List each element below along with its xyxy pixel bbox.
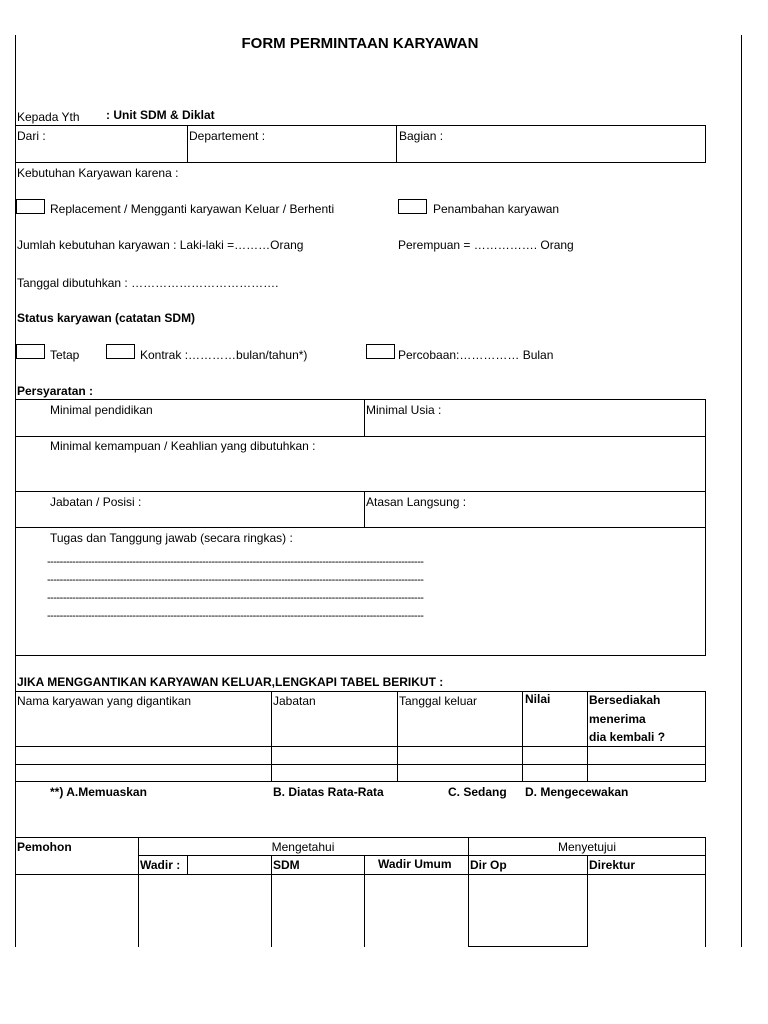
menyetujui-label: Menyetujui <box>557 840 617 854</box>
tugas-dash-line-2: ----------------------------------------------------------------------------------------------------------------------- <box>47 574 424 586</box>
approval-mid-line <box>138 855 706 856</box>
kontrak-checkbox[interactable] <box>106 344 135 359</box>
atasan-field[interactable]: Atasan Langsung : <box>366 495 467 509</box>
persyaratan-row-line-1 <box>15 436 706 437</box>
form-title: FORM PERMINTAAN KARYAWAN <box>241 35 479 52</box>
penambahan-label: Penambahan karyawan <box>433 202 560 216</box>
direktur-label: Direktur <box>589 858 636 872</box>
pendidikan-field[interactable]: Minimal pendidikan <box>50 403 153 417</box>
col-jabatan: Jabatan <box>273 694 316 708</box>
wadir-label: Wadir : <box>140 858 181 872</box>
col-tanggal: Tanggal keluar <box>399 694 478 708</box>
persyaratan-col-line-2 <box>364 491 365 527</box>
jabatan-field[interactable]: Jabatan / Posisi : <box>50 495 142 509</box>
pengganti-col-line-1 <box>271 691 272 782</box>
tugas-dash-line-4: ----------------------------------------------------------------------------------------------------------------------- <box>47 610 424 622</box>
bagian-field[interactable]: Bagian : <box>399 129 444 143</box>
tanggal-dibutuhkan[interactable]: Tanggal dibutuhkan : ………………………………. <box>17 276 279 290</box>
col-bersedia-1: Bersediakah <box>589 693 661 707</box>
nilai-a: **) A.Memuaskan <box>50 785 147 799</box>
approval-top-line <box>15 837 706 838</box>
jumlah-perempuan[interactable]: Perempuan = ……………. Orang <box>398 238 574 252</box>
tetap-checkbox[interactable] <box>16 344 45 359</box>
percobaan-label: Percobaan:…………… Bulan <box>398 348 554 362</box>
tugas-dash-line-3: ----------------------------------------------------------------------------------------------------------------------- <box>47 592 424 604</box>
approval-col-wadir <box>187 855 188 874</box>
tetap-label: Tetap <box>50 348 80 362</box>
kepada-label: Kepada Yth <box>17 110 80 124</box>
col-bersedia-3: dia kembali ? <box>589 730 666 744</box>
pengganti-col-line-4 <box>587 691 588 782</box>
col-nilai: Nilai <box>525 692 551 706</box>
header-divider-2 <box>396 125 397 163</box>
persyaratan-row-line-3 <box>15 527 706 528</box>
page-right-border <box>741 35 742 947</box>
pemohon-label: Pemohon <box>17 840 72 854</box>
jumlah-laki[interactable]: Jumlah kebutuhan karyawan : Laki-laki =………Orang <box>17 238 304 252</box>
nilai-c: C. Sedang <box>448 785 507 799</box>
status-label: Status karyawan (catatan SDM) <box>17 311 196 325</box>
percobaan-checkbox[interactable] <box>366 344 395 359</box>
pengganti-col-line-3 <box>522 691 523 782</box>
approval-col-3 <box>364 855 365 947</box>
wadir-umum-label: Wadir Umum <box>378 857 452 871</box>
tugas-field[interactable]: Tugas dan Tanggung jawab (secara ringkas) : <box>50 531 293 545</box>
col-bersedia-2: menerima <box>589 712 646 726</box>
penambahan-checkbox[interactable] <box>398 199 427 214</box>
col-nama: Nama karyawan yang digantikan <box>17 694 192 708</box>
usia-field[interactable]: Minimal Usia : <box>366 403 442 417</box>
header-divider-1 <box>187 125 188 163</box>
persyaratan-col-line-1 <box>364 399 365 436</box>
persyaratan-label: Persyaratan : <box>17 384 94 398</box>
approval-col-2 <box>271 855 272 947</box>
pengganti-row-line-2 <box>15 764 706 765</box>
pengganti-row-line-1 <box>15 746 706 747</box>
pengganti-col-line-2 <box>397 691 398 782</box>
approval-col-5 <box>587 855 588 947</box>
kontrak-label: Kontrak :…………bulan/tahun*) <box>140 348 308 362</box>
kemampuan-field[interactable]: Minimal kemampuan / Keahlian yang dibutuhkan : <box>50 439 316 453</box>
nilai-b: B. Diatas Rata-Rata <box>273 785 384 799</box>
sdm-label: SDM <box>273 858 300 872</box>
approval-header-bottom-line <box>15 874 706 875</box>
kebutuhan-label: Kebutuhan Karyawan karena : <box>17 166 179 180</box>
kepada-value: : Unit SDM & Diklat <box>106 108 215 122</box>
pengganti-heading: JIKA MENGGANTIKAN KARYAWAN KELUAR,LENGKAPI TABEL BERIKUT : <box>17 675 444 689</box>
dir-op-label: Dir Op <box>470 858 507 872</box>
mengetahui-label: Mengetahui <box>271 840 335 854</box>
header-row-box <box>15 125 706 163</box>
replacement-checkbox[interactable] <box>16 199 45 214</box>
replacement-label: Replacement / Mengganti karyawan Keluar / Berhenti <box>50 202 335 216</box>
approval-dirop-bottom <box>468 946 588 947</box>
tugas-dash-line-1: ----------------------------------------------------------------------------------------------------------------------- <box>47 556 424 568</box>
departement-field[interactable]: Departement : <box>189 129 266 143</box>
nilai-d: D. Mengecewakan <box>525 785 629 799</box>
persyaratan-row-line-2 <box>15 491 706 492</box>
dari-field[interactable]: Dari : <box>17 129 46 143</box>
